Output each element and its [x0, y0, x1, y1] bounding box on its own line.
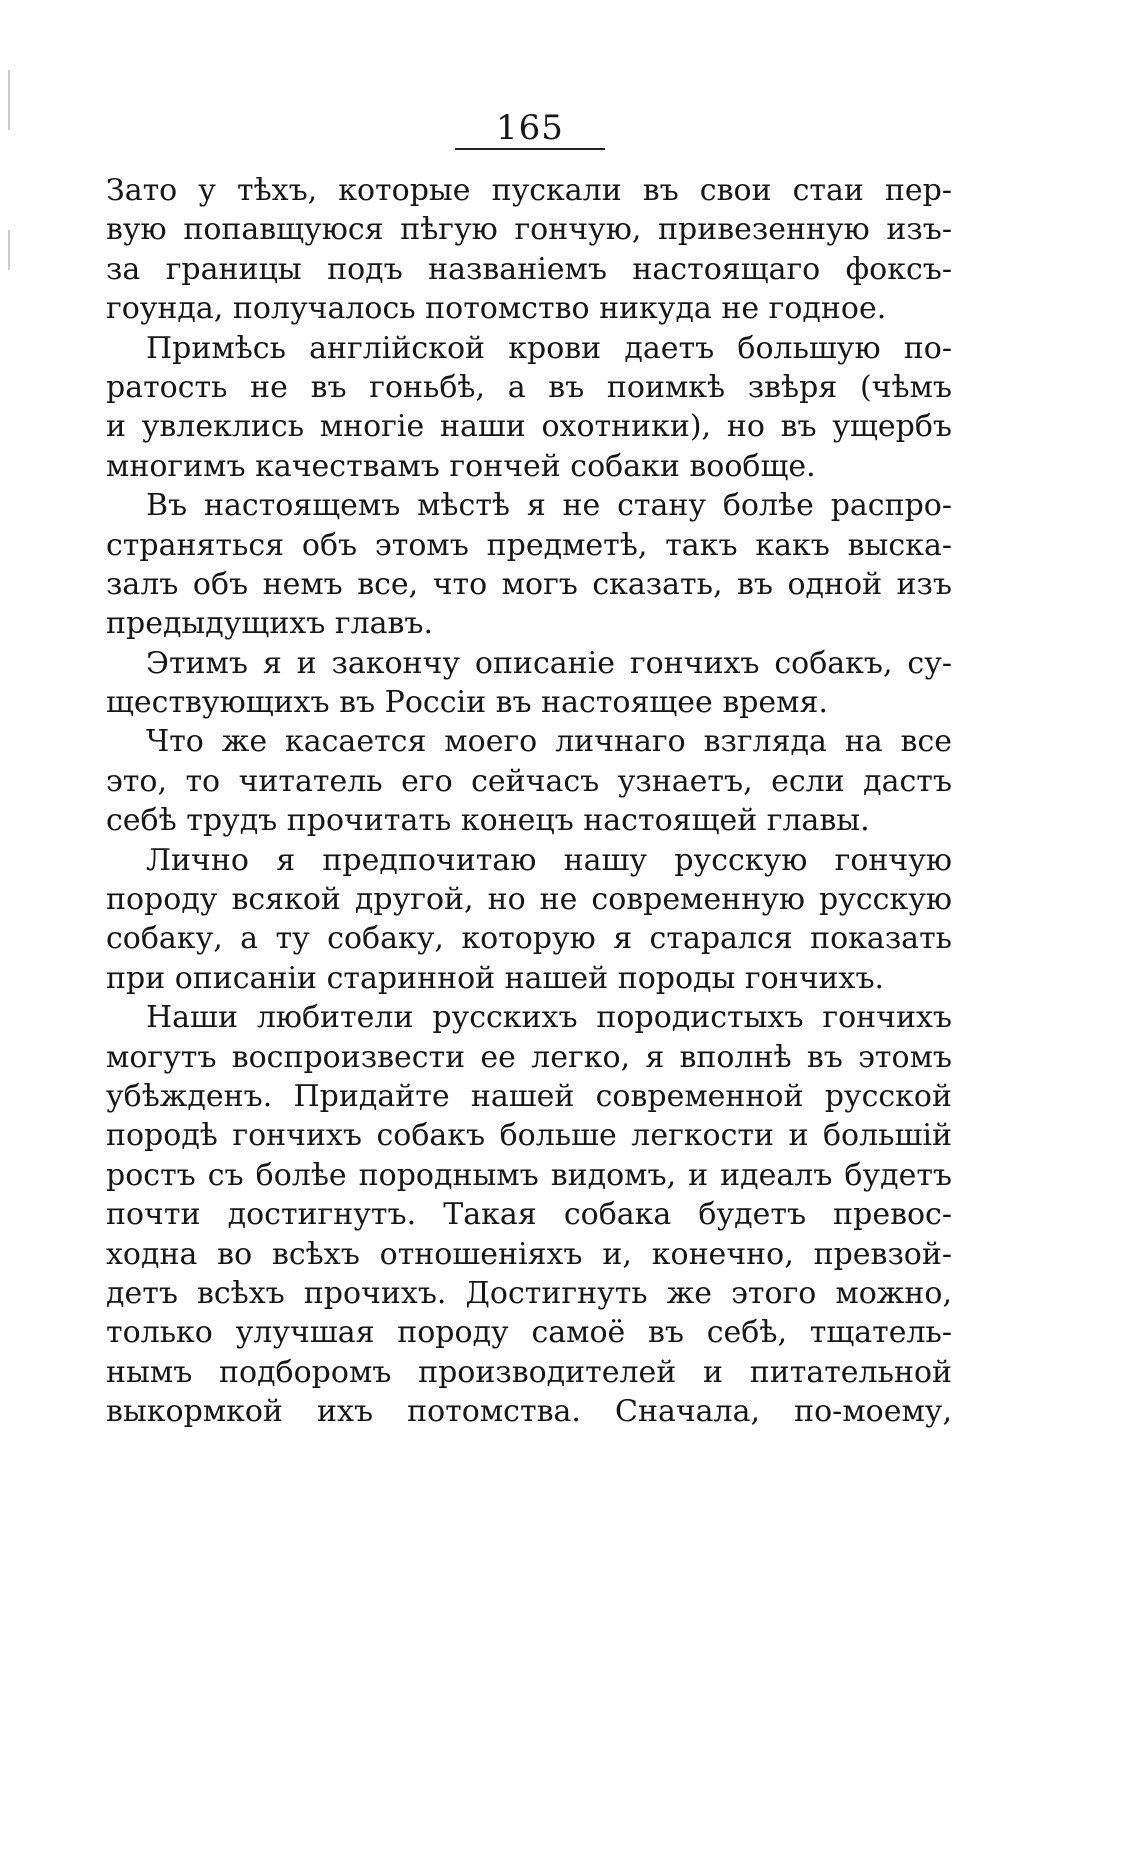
text-line: почти достигнутъ. Такая собака будетъ превос-: [106, 1197, 952, 1233]
text-line: ществующихъ въ Россіи въ настоящее время.: [106, 685, 828, 721]
scan-edge-mark: [8, 230, 10, 270]
text-line: Въ настоящемъ мѣстѣ я не стану болѣе распро-: [146, 488, 952, 524]
text-line: нымъ подборомъ производителей и питательной: [106, 1354, 952, 1390]
text-line: ратость не въ гоньбѣ, а въ поимкѣ звѣря (чѣмъ: [106, 369, 952, 405]
text-line: детъ всѣхъ прочихъ. Достигнуть же этого можно,: [106, 1275, 952, 1311]
text-line: многимъ качествамъ гончей собаки вообще.: [106, 448, 816, 484]
text-line: за границы подъ названіемъ настоящаго фоксъ-: [106, 251, 952, 287]
text-line: Этимъ я и закончу описаніе гончихъ собакъ, су-: [146, 645, 952, 681]
scan-edge-mark: [8, 70, 10, 130]
text-line: вую попавщуюся пѣгую гончую, привезенную изъ-: [106, 212, 952, 248]
text-line: породу всякой другой, но не современную русскую: [106, 882, 952, 918]
text-line: при описаніи старинной нашей породы гончихъ.: [106, 960, 885, 996]
text-line: залъ объ немъ все, что могъ сказать, въ одной изъ: [106, 566, 952, 602]
page-number: 165: [496, 108, 564, 148]
text-line: Что же касается моего личнаго взгляда на все: [146, 724, 952, 760]
text-line: и увлеклись многіе наши охотники), но въ ущербъ: [106, 409, 952, 445]
text-line: предыдущихъ главъ.: [106, 606, 434, 642]
text-line: это, то читатель его сейчасъ узнаетъ, если дастъ: [106, 763, 952, 799]
text-line: страняться объ этомъ предметѣ, такъ какъ выска-: [106, 527, 952, 563]
page-number-rule: [455, 148, 605, 150]
text-line: Лично я предпочитаю нашу русскую гончую: [146, 842, 952, 878]
text-line: выкормкой ихъ потомства. Сначала, по-моему,: [106, 1394, 952, 1430]
text-line: Примѣсь англійской крови даетъ большую по-: [146, 330, 952, 366]
text-line: породѣ гончихъ собакъ больше легкости и большій: [106, 1118, 952, 1154]
text-line: собаку, а ту собаку, которую я старался показать: [106, 921, 952, 957]
text-line: ходна во всѣхъ отношеніяхъ и, конечно, превзой-: [106, 1236, 952, 1272]
text-line: Наши любители русскихъ породистыхъ гончихъ: [146, 1000, 952, 1036]
text-line: гоунда, получалось потомство никуда не годное.: [106, 291, 887, 327]
text-line: только улучшая породу самоё въ себѣ, тщатель-: [106, 1315, 952, 1351]
body-text: [106, 171, 952, 1432]
text-line: ростъ съ болѣе породнымъ видомъ, и идеалъ будетъ: [106, 1157, 952, 1193]
text-line: себѣ трудъ прочитать конецъ настоящей главы.: [106, 803, 870, 839]
text-line: убѣжденъ. Придайте нашей современной русской: [106, 1078, 952, 1114]
text-line: могутъ воспроизвести ее легко, я вполнѣ въ этомъ: [106, 1039, 952, 1075]
text-line: Зато у тѣхъ, которые пускали въ свои стаи пер-: [106, 173, 952, 208]
